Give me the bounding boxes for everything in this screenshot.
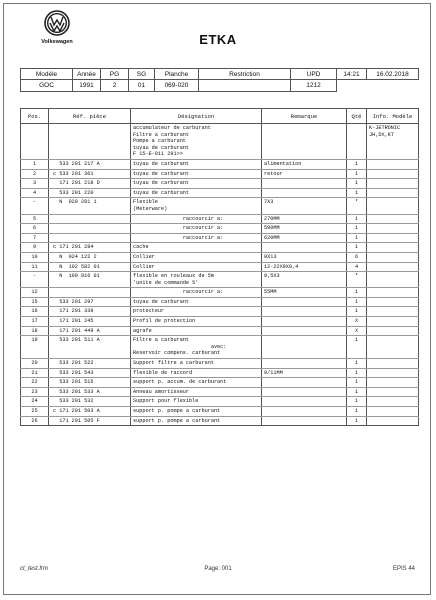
part-position: 1 [21,159,49,169]
part-model-info [367,387,419,397]
part-position: 23 [21,387,49,397]
part-position: 15 [21,297,49,307]
part-quantity: 1 [347,336,367,359]
part-quantity: 1 [347,233,367,243]
column-header-pos: Pos. [21,109,49,124]
part-remark: retour [262,169,347,179]
part-designation: support p. pompe a carburant [131,416,262,426]
part-position: 7 [21,233,49,243]
part-remark: 7X3 [262,198,347,214]
part-model-info [367,326,419,336]
part-reference: 533 201 217 A [49,159,131,169]
part-designation: Flexible (Meterware) [131,198,262,214]
part-designation: flexible de raccord [131,368,262,378]
part-reference: 533 201 220 [49,188,131,198]
part-model-info [367,336,419,359]
part-reference: 171 201 218 D [49,179,131,189]
column-header-designation: Désignation [131,109,262,124]
part-remark [262,297,347,307]
table-row [21,179,419,189]
part-remark: 12-22X9X0,4 [262,262,347,272]
part-reference: 533 201 533 A [49,387,131,397]
part-position: 21 [21,368,49,378]
part-remark [262,307,347,317]
part-designation: Support pour flexible [131,397,262,407]
part-reference: N 100 816 01 [49,272,131,288]
part-model-info [367,368,419,378]
part-model-info [367,272,419,288]
table-row [21,297,419,307]
table-row [21,397,419,407]
header-time: 14:21 [337,69,367,80]
table-row [21,336,419,359]
part-remark: 9/11MM [262,368,347,378]
table-row [21,288,419,298]
part-designation: tuyau de carburant [131,297,262,307]
table-row [21,326,419,336]
table-row [21,307,419,317]
table-row [21,387,419,397]
part-quantity: 1 [347,179,367,189]
table-row [21,243,419,253]
part-designation: raccourcir a: [131,288,262,298]
part-quantity: 1 [347,214,367,224]
part-quantity: 1 [347,188,367,198]
part-remark [262,407,347,417]
part-reference: N 020 281 1 [49,198,131,214]
part-model-info [367,317,419,327]
table-row [21,262,419,272]
table-row [21,224,419,234]
table-row [21,233,419,243]
header-label-pg: PG [101,69,129,80]
table-row [21,359,419,369]
part-reference [49,288,131,298]
header-value-sg: 01 [129,80,155,92]
part-remark [262,317,347,327]
part-reference: c 533 201 361 [49,169,131,179]
part-designation: Support filtre a carburant [131,359,262,369]
part-reference: 171 201 505 F [49,416,131,426]
table-row [21,214,419,224]
part-quantity [347,124,367,160]
part-quantity: 1 [347,243,367,253]
part-quantity: 1 [347,297,367,307]
footer-form-name: ct_test.frm [20,566,49,572]
part-position: 22 [21,378,49,388]
header-label-upd: UPD [291,69,337,80]
header-empty-cell [337,80,367,92]
part-designation: support p. accum. de carburant [131,378,262,388]
part-remark: 8X13 [262,252,347,262]
part-remark: 55MM [262,288,347,298]
header-value-planche: 069-020 [155,80,199,92]
column-header-qte: Qté [347,109,367,124]
table-row [21,368,419,378]
part-reference: c 171 201 503 A [49,407,131,417]
header-label-modele: Modèle [21,69,73,80]
part-reference [49,224,131,234]
part-designation: raccourcir a: [131,224,262,234]
part-remark [262,179,347,189]
table-row [21,317,419,327]
part-reference: 171 201 449 A [49,326,131,336]
header-label-restriction: Restriction [199,69,291,80]
part-designation: Filtre a carburant avec: Reservoir compens. carburant [131,336,262,359]
part-quantity: 4 [347,262,367,272]
part-quantity: 1 [347,387,367,397]
part-model-info [367,188,419,198]
part-position: 20 [21,359,49,369]
part-reference: 171 201 339 [49,307,131,317]
footer-page-number: Page: 001 [204,566,232,572]
part-model-info [367,397,419,407]
part-remark: 9,5X3 [262,272,347,288]
part-position: 6 [21,224,49,234]
part-remark [262,336,347,359]
part-remark [262,124,347,160]
part-reference: c 171 201 284 [49,243,131,253]
header-value-upd: 1212 [291,80,337,92]
part-reference: 171 201 245 [49,317,131,327]
table-row [21,159,419,169]
part-quantity: 1 [347,307,367,317]
part-position: 26 [21,416,49,426]
table-row [21,198,419,214]
part-position: 11 [21,262,49,272]
part-quantity: 1 [347,416,367,426]
part-model-info [367,233,419,243]
part-reference: 533 201 543 [49,368,131,378]
part-reference: 533 201 511 A [49,336,131,359]
part-designation: cache [131,243,262,253]
part-reference: 533 201 515 [49,378,131,388]
part-reference: N 102 582 01 [49,262,131,272]
part-position: 24 [21,397,49,407]
part-model-info [367,224,419,234]
header-label-annee: Année [73,69,101,80]
parts-table [20,108,419,426]
part-designation: protecteur [131,307,262,317]
part-designation: flexible en rouleaux de 5m 'unite de commande 5' [131,272,262,288]
header-value-restriction [199,80,291,92]
app-title: ETKA [199,32,237,47]
part-designation: tuyau de carburant [131,188,262,198]
part-model-info [367,214,419,224]
part-model-info [367,169,419,179]
part-designation: tuyau de carburant [131,169,262,179]
part-model-info [367,198,419,214]
part-model-info [367,297,419,307]
part-position: 12 [21,288,49,298]
part-position [21,124,49,160]
table-row [21,252,419,262]
part-position: 5 [21,214,49,224]
part-designation: support p. pompe a carburant [131,407,262,417]
part-position: 4 [21,188,49,198]
column-header-remarque: Remarque [262,109,347,124]
table-row [21,378,419,388]
part-designation: raccourcir a: [131,233,262,243]
part-position: - [21,272,49,288]
part-model-info [367,359,419,369]
table-row [21,272,419,288]
column-header-ref: Réf. pièce [49,109,131,124]
part-quantity: 1 [347,359,367,369]
part-remark [262,387,347,397]
part-remark [262,243,347,253]
header-date: 16.02.2018 [367,69,419,80]
part-position: 10 [21,252,49,262]
part-model-info [367,159,419,169]
part-designation: raccourcir a: [131,214,262,224]
part-designation: agrafe [131,326,262,336]
part-designation: Collier [131,262,262,272]
part-remark [262,416,347,426]
part-model-info [367,262,419,272]
part-position: 25 [21,407,49,417]
part-position: 17 [21,317,49,327]
header-label-sg: SG [129,69,155,80]
part-model-info [367,407,419,417]
part-quantity: 1 [347,397,367,407]
part-designation: accumulateur de carburant Filtre a carburant Pompe a carburant tuyau de carburant F 15-E-011 291>> [131,124,262,160]
table-row [21,188,419,198]
part-model-info [367,307,419,317]
part-remark [262,359,347,369]
part-model-info [367,179,419,189]
header-value-annee: 1991 [73,80,101,92]
part-quantity: 1 [347,378,367,388]
part-remark: 590MM [262,224,347,234]
part-quantity: X [347,326,367,336]
part-designation: tuyau de carburant [131,159,262,169]
part-quantity: X [347,317,367,327]
part-model-info [367,288,419,298]
header-label-planche: Planche [155,69,199,80]
table-row [21,407,419,417]
part-reference: 533 201 297 [49,297,131,307]
part-remark: alimentation [262,159,347,169]
part-designation: Collier [131,252,262,262]
part-quantity: 1 [347,288,367,298]
part-quantity: * [347,198,367,214]
header-value-pg: 2 [101,80,129,92]
part-remark [262,188,347,198]
part-quantity: 1 [347,368,367,378]
brand-logo-text: Volkswagen [41,39,73,45]
part-model-info [367,416,419,426]
part-remark [262,326,347,336]
part-model-info [367,378,419,388]
header-table [20,68,419,92]
part-position: 18 [21,326,49,336]
part-remark: 620MM [262,233,347,243]
footer-code: EPIS 44 [393,566,416,572]
part-reference: 533 201 532 [49,397,131,407]
column-header-info: Info. Modèle [367,109,419,124]
part-quantity: * [347,272,367,288]
table-row [21,124,419,160]
part-designation: Anneau amortisseur [131,387,262,397]
part-position: 19 [21,336,49,359]
header-value-modele: GOC [21,80,73,92]
part-quantity: 6 [347,252,367,262]
part-reference: 533 201 522 [49,359,131,369]
part-model-info: K-JETRONIC JH,DX,KT [367,124,419,160]
part-model-info [367,243,419,253]
part-remark [262,378,347,388]
part-quantity: 1 [347,407,367,417]
part-remark: 270MM [262,214,347,224]
part-remark [262,397,347,407]
part-position: 16 [21,307,49,317]
part-quantity: 1 [347,169,367,179]
part-position: - [21,198,49,214]
part-position: 2 [21,169,49,179]
header-empty-cell [367,80,419,92]
part-quantity: 1 [347,224,367,234]
part-reference: N 024 122 2 [49,252,131,262]
part-position: 3 [21,179,49,189]
part-reference [49,124,131,160]
part-model-info [367,252,419,262]
part-reference [49,233,131,243]
part-designation: Profil de protection [131,317,262,327]
part-position: 9 [21,243,49,253]
table-row [21,416,419,426]
part-quantity: 1 [347,159,367,169]
parts-table-body [21,124,419,426]
table-row [21,169,419,179]
part-designation: tuyau de carburant [131,179,262,189]
part-reference [49,214,131,224]
